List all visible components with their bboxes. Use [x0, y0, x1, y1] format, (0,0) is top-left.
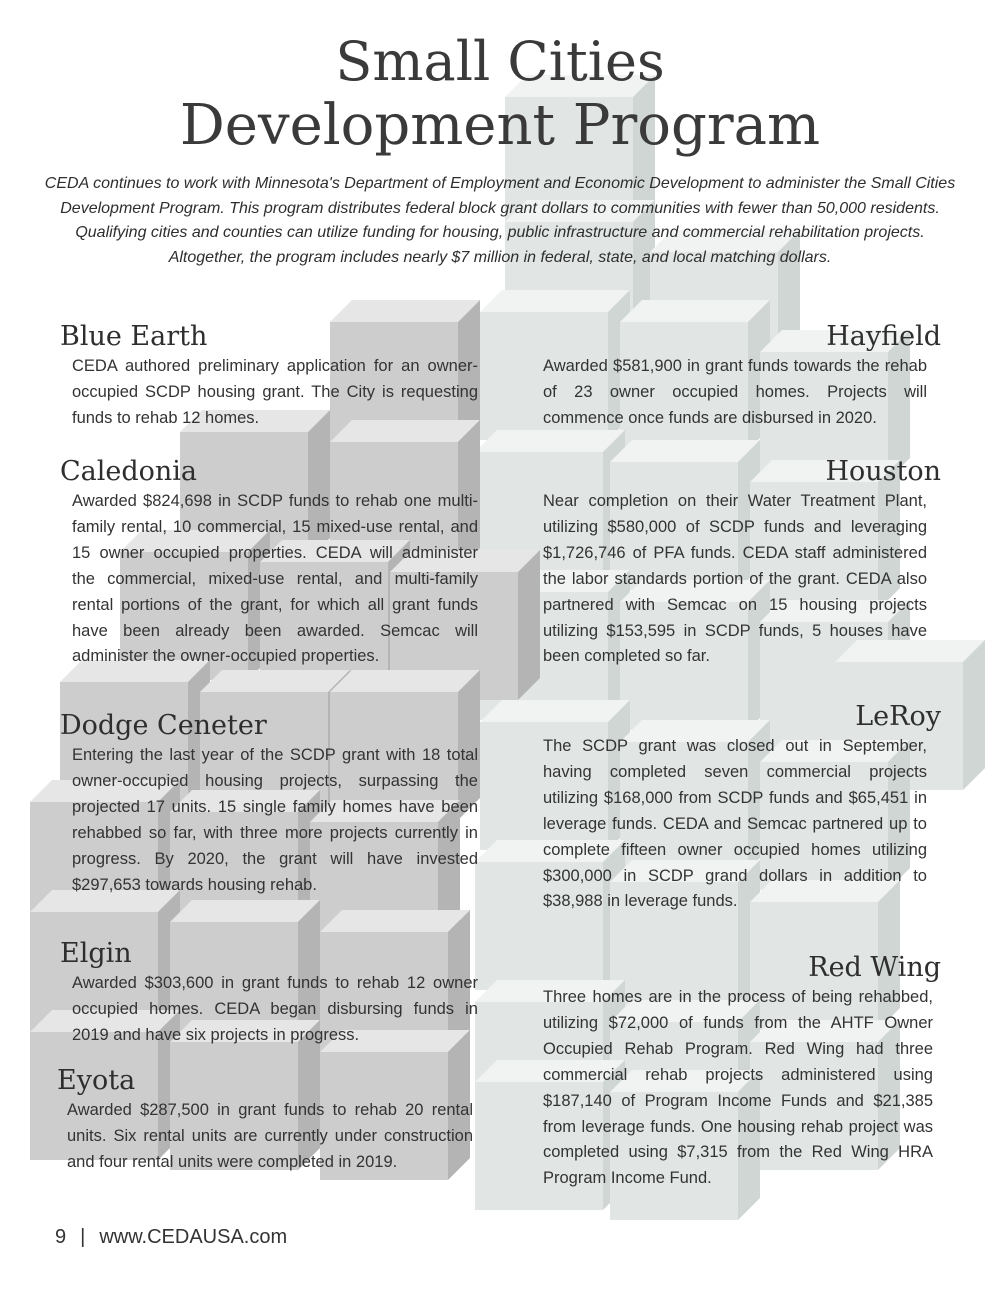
section-blue-earth [60, 320, 478, 432]
section-body: Near completion on their Water Treatment Plant, utilizing $580,000 of SCDP funds and leveraging $1,726,746 of PFA funds. CEDA staff administered the labor standards portion of the grant. CEDA also partnered with Semcac on 15 housing projects utilizing $153,595 in SCDP funds, 5 houses have been completed so far. [543, 492, 927, 666]
footer-separator: | [80, 1226, 86, 1248]
section-eyota [57, 1064, 475, 1176]
page-number: 9 [55, 1226, 67, 1248]
section-heading: Eyota [57, 1065, 136, 1096]
section-red-wing [543, 951, 941, 1192]
section-body: Awarded $581,900 in grant funds towards the rehab of 23 owner occupied homes. Projects will commence once funds are disbursed in 2020. [543, 357, 927, 427]
intro-paragraph: CEDA continues to work with Minnesota's Department of Employment and Economic Development to administer the Small Cities Development Program. This program distributes federal block grant dollars to communities with fewer than 50,000 residents. Qualifying cities and counties can utilize funding for housing, public infrastructure and commercial rehabilitation projects. Altogether, the program includes nearly $7 million in federal, state, and local matching dollars. [44, 175, 956, 266]
section-body: The SCDP grant was closed out in September, having completed seven commercial projects utilizing $168,000 from SCDP funds and $65,451 in leverage funds. CEDA and Semcac partnered up to complete fifteen owner occupied homes utilizing $300,000 in SCDP grand dollars in addition to $38,988 in leverage funds. [543, 737, 927, 911]
section-body: Entering the last year of the SCDP grant with 18 total owner-occupied housing projects, surpassing the projected 17 units. 15 single family homes have been rehabbed so far, with three more projects currently in progress. By 2020, the grant will have invested $297,653 towards housing rehab. [72, 746, 478, 894]
section-heading: Elgin [60, 938, 132, 969]
page-title-line1: Small Cities [335, 30, 665, 93]
section-body: Three homes are in the process of being rehabbed, utilizing $72,000 of funds from the AHTF Owner Occupied Rehab Program. Red Wing had three commercial rehab projects administered using $187,140 of Program Income Funds and $21,385 from leverage funds. One housing rehab project was completed using $7,315 from the Red Wing HRA Program Income Fund. [543, 988, 933, 1188]
section-hayfield [543, 320, 941, 432]
section-houston [543, 455, 941, 670]
section-dodge-center [60, 709, 478, 898]
section-heading: Blue Earth [60, 321, 208, 352]
section-leroy [543, 700, 941, 915]
page-footer [55, 1226, 287, 1249]
section-caledonia [60, 455, 478, 670]
section-heading: Red Wing [808, 952, 941, 983]
section-heading: Dodge Ceneter [60, 710, 267, 741]
section-heading: Hayfield [826, 321, 941, 352]
page-title-line2: Development Program [179, 93, 821, 158]
section-heading: Caledonia [60, 456, 198, 487]
section-body: Awarded $287,500 in grant funds to rehab 20 rental units. Six rental units are currently under construction and four rental units were completed in 2019. [67, 1101, 473, 1171]
page-title [0, 30, 1000, 158]
section-body: CEDA authored preliminary application for an owner-occupied SCDP housing grant. The City is requesting funds to rehab 12 homes. [72, 357, 478, 427]
section-heading: Houston [825, 456, 941, 487]
website-link[interactable]: www.CEDAUSA.com [99, 1226, 288, 1248]
section-elgin [60, 937, 478, 1049]
section-heading: LeRoy [855, 701, 941, 732]
section-body: Awarded $824,698 in SCDP funds to rehab one multi-family rental, 10 commercial, 15 mixed-use rental, and 15 owner occupied properties. CEDA will administer the commercial, mixed-use rental, and multi-family rental portions of the grant, for which all grant funds have been already been awarded. Semcac will administer the owner-occupied properties. [72, 492, 478, 666]
section-body: Awarded $303,600 in grant funds to rehab 12 owner occupied homes. CEDA began disbursing funds in 2019 and have six projects in progress. [72, 974, 478, 1044]
